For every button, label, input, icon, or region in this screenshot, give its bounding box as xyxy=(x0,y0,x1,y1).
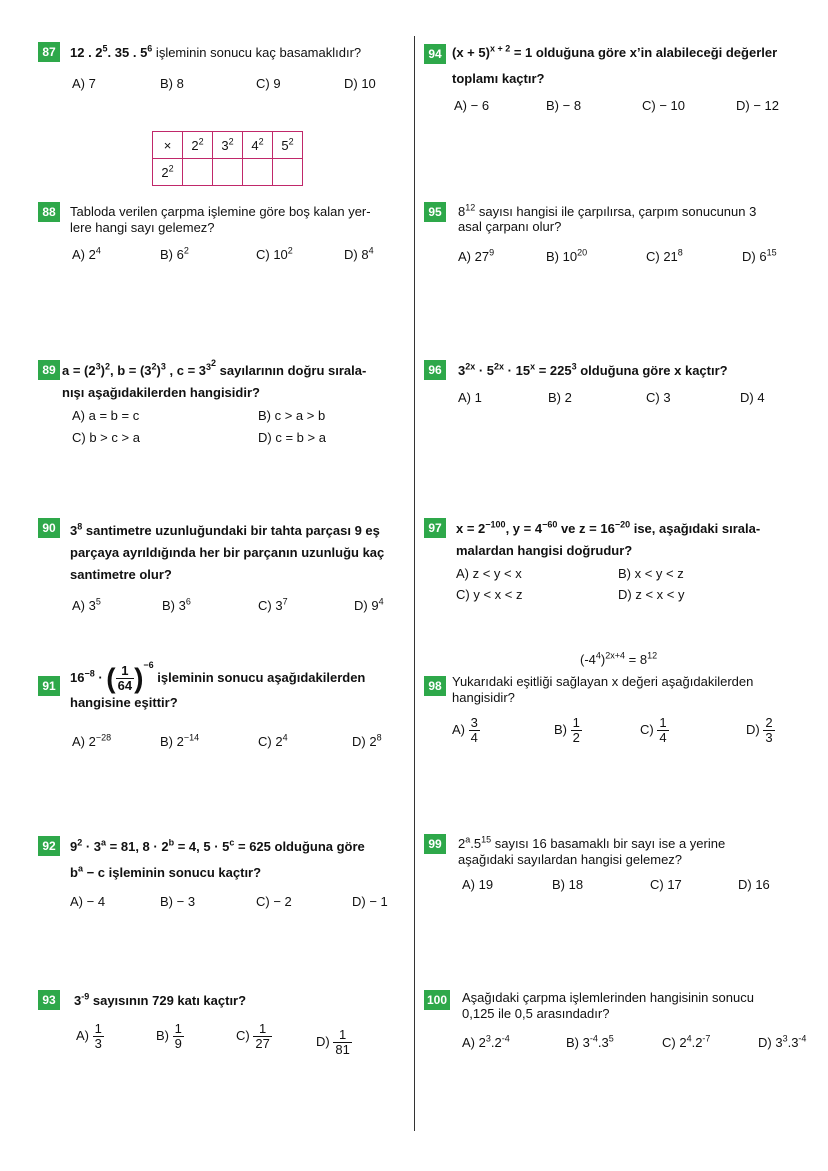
option-a[interactable]: A) $2^4$ xyxy=(72,245,101,262)
option-d[interactable]: D) $6^{15}$ xyxy=(742,247,777,264)
option-b[interactable]: B) $2^{-14}$ xyxy=(160,732,200,749)
option-c[interactable]: C) 3 xyxy=(646,390,671,405)
option-a[interactable]: A) z < y < x xyxy=(456,566,522,581)
option-a[interactable]: A) $\frac{3}{4}$ xyxy=(452,715,478,745)
option-d[interactable]: D) z < x < y xyxy=(618,587,685,602)
column-divider xyxy=(414,36,415,1131)
question-number: 100 xyxy=(424,990,450,1010)
question-number: 89 xyxy=(38,360,60,380)
option-d[interactable]: D) $\frac{1}{81}$ xyxy=(316,1027,350,1057)
option-b[interactable]: B) − 8 xyxy=(546,98,582,113)
equation: $(-4^4)^{2x+4} = 8^{12}$ xyxy=(580,650,658,667)
question-number: 94 xyxy=(424,44,446,64)
option-b[interactable]: B) $\frac{1}{9}$ xyxy=(156,1021,182,1051)
option-c[interactable]: C) $2^4.2^{-7}$ xyxy=(662,1033,711,1050)
option-a[interactable]: A) $2^{-28}$ xyxy=(72,732,112,749)
option-d[interactable]: D) c = b > a xyxy=(258,430,326,445)
table-row-label: $2^2$ xyxy=(153,159,183,186)
question-number: 97 xyxy=(424,518,446,538)
option-a[interactable]: A) $2^3.2^{-4}$ xyxy=(462,1033,510,1050)
option-d[interactable]: D) 16 xyxy=(738,877,770,892)
option-d[interactable]: D) $\frac{2}{3}$ xyxy=(746,715,773,745)
option-d[interactable]: D) − 1 xyxy=(352,894,388,909)
option-d[interactable]: D) 10 xyxy=(344,76,376,91)
option-c[interactable]: C) $3^7$ xyxy=(258,596,288,613)
option-b[interactable]: B) c > a > b xyxy=(258,408,326,423)
option-b[interactable]: B) x < y < z xyxy=(618,566,684,581)
option-d[interactable]: D) $8^4$ xyxy=(344,245,374,262)
option-a[interactable]: A) a = b = c xyxy=(72,408,140,423)
option-b[interactable]: B) $\frac{1}{2}$ xyxy=(554,715,580,745)
option-c[interactable]: C) b > c > a xyxy=(72,430,140,445)
option-a[interactable]: A) 1 xyxy=(458,390,482,405)
question-number: 88 xyxy=(38,202,60,222)
option-d[interactable]: D) − 12 xyxy=(736,98,779,113)
option-a[interactable]: A) $27^9$ xyxy=(458,247,495,264)
table-empty-cell xyxy=(243,159,273,186)
question-number: 91 xyxy=(38,676,60,696)
question-number: 92 xyxy=(38,836,60,856)
option-a[interactable]: A) $\frac{1}{3}$ xyxy=(76,1021,102,1051)
question-number: 90 xyxy=(38,518,60,538)
option-c[interactable]: C) $2^4$ xyxy=(258,732,288,749)
option-a[interactable]: A) − 4 xyxy=(70,894,106,909)
question-number: 99 xyxy=(424,834,446,854)
table-header-cell: $3^2$ xyxy=(213,132,243,159)
option-d[interactable]: D) 4 xyxy=(740,390,765,405)
option-c[interactable]: C) − 10 xyxy=(642,98,685,113)
question-number: 93 xyxy=(38,990,60,1010)
option-c[interactable]: C) $\frac{1}{27}$ xyxy=(236,1021,270,1051)
question-number: 87 xyxy=(38,42,60,62)
option-a[interactable]: A) 19 xyxy=(462,877,494,892)
option-b[interactable]: B) 8 xyxy=(160,76,184,91)
option-b[interactable]: B) − 3 xyxy=(160,894,196,909)
table-header-cell: $4^2$ xyxy=(243,132,273,159)
option-c[interactable]: C) $21^8$ xyxy=(646,247,683,264)
option-c[interactable]: C) − 2 xyxy=(256,894,292,909)
option-a[interactable]: A) $3^5$ xyxy=(72,596,101,613)
table-header-cell: × xyxy=(153,132,183,159)
question-number: 98 xyxy=(424,676,446,696)
option-b[interactable]: B) $10^{20}$ xyxy=(546,247,588,264)
table-empty-cell xyxy=(183,159,213,186)
table-header-cell: $5^2$ xyxy=(273,132,303,159)
option-b[interactable]: B) 18 xyxy=(552,877,584,892)
option-c[interactable]: C) 9 xyxy=(256,76,281,91)
option-d[interactable]: D) $2^8$ xyxy=(352,732,382,749)
table-empty-cell xyxy=(273,159,303,186)
multiplication-table xyxy=(152,131,303,186)
option-b[interactable]: B) 2 xyxy=(548,390,572,405)
option-b[interactable]: B) $6^2$ xyxy=(160,245,189,262)
table-empty-cell xyxy=(213,159,243,186)
table-header-cell: $2^2$ xyxy=(183,132,213,159)
option-d[interactable]: D) $3^3.3^{-4}$ xyxy=(758,1033,807,1050)
option-c[interactable]: C) $10^2$ xyxy=(256,245,293,262)
question-number: 96 xyxy=(424,360,446,380)
option-c[interactable]: C) 17 xyxy=(650,877,682,892)
option-c[interactable]: C) $\frac{1}{4}$ xyxy=(640,715,667,745)
option-d[interactable]: D) $9^4$ xyxy=(354,596,384,613)
option-a[interactable]: A) 7 xyxy=(72,76,96,91)
option-b[interactable]: B) $3^6$ xyxy=(162,596,191,613)
question-number: 95 xyxy=(424,202,446,222)
option-c[interactable]: C) y < x < z xyxy=(456,587,523,602)
option-b[interactable]: B) $3^{-4}.3^5$ xyxy=(566,1033,614,1050)
option-a[interactable]: A) − 6 xyxy=(454,98,490,113)
